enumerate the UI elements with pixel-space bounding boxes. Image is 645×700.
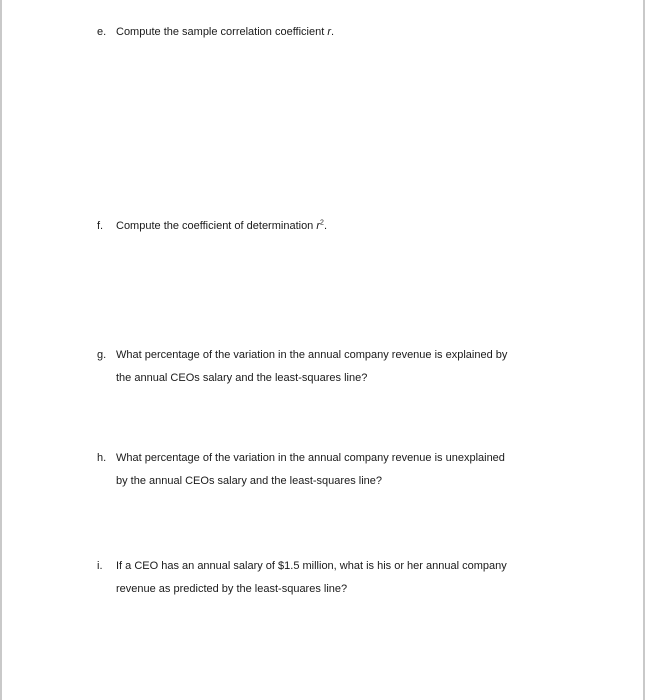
question-letter: h.: [97, 452, 107, 464]
question-text-line: What percentage of the variation in the annual company revenue is unexplained: [116, 452, 505, 464]
question-text-line: the annual CEOs salary and the least-squares line?: [116, 372, 368, 384]
question-text: [116, 555, 571, 601]
question-text: [116, 344, 571, 390]
variable-r: r: [316, 220, 321, 232]
question-letter: g.: [97, 349, 107, 361]
question-letter: f.: [97, 220, 104, 232]
page-edge-left: [0, 0, 2, 700]
question-text-line: If a CEO has an annual salary of $1.5 million, what is his or her annual company: [116, 560, 507, 572]
question-text-line: revenue as predicted by the least-squares line?: [116, 583, 348, 595]
superscript-2: 2: [320, 219, 324, 227]
punctuation: .: [323, 220, 328, 232]
question-letter: e.: [97, 26, 107, 38]
question-text: [116, 215, 571, 238]
question-letter: i.: [97, 560, 103, 572]
question-text: [116, 447, 571, 493]
question-text-line: What percentage of the variation in the annual company revenue is explained by: [116, 349, 508, 361]
question-text: [116, 21, 571, 44]
variable-r: r: [327, 26, 332, 38]
punctuation: .: [331, 26, 335, 38]
question-text-line: by the annual CEOs salary and the least-squares line?: [116, 475, 382, 487]
question-text-line: Compute the coefficient of determination: [116, 220, 314, 232]
question-text-line: Compute the sample correlation coefficient: [116, 26, 325, 38]
